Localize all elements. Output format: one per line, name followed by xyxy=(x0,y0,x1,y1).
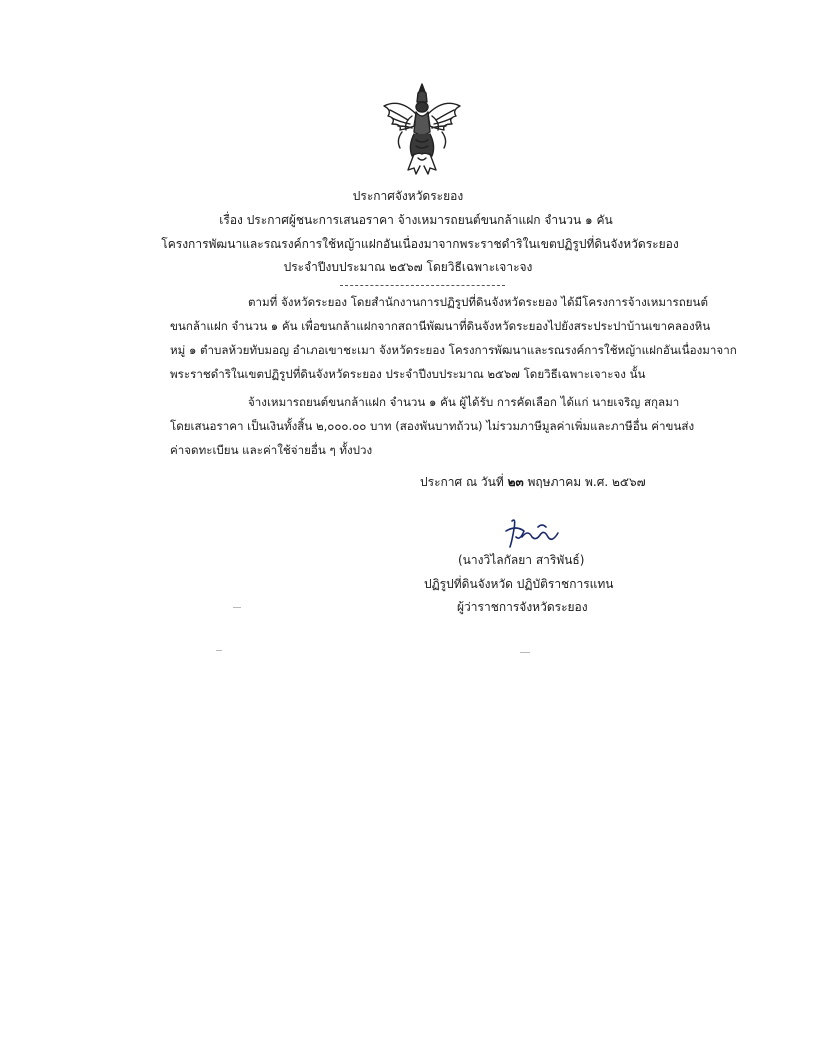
date-day: ๒๓ xyxy=(507,475,524,489)
announcement-title: ประกาศจังหวัดระยอง xyxy=(352,189,464,203)
paragraph-1-line-4: พระราชดำริในเขตปฏิรูปที่ดินจังหวัดระยอง ประจำปีงบประมาณ ๒๕๖๗ โดยวิธีเฉพาะเจาะจง นั้น xyxy=(170,367,646,381)
signatory-position-1: ปฏิรูปที่ดินจังหวัด ปฏิบัติราชการแทน xyxy=(424,577,614,591)
handwritten-signature xyxy=(502,515,564,549)
scan-speck xyxy=(520,652,530,653)
date-prefix: ประกาศ ณ วันที่ xyxy=(420,475,508,489)
paragraph-2-line-3: ค่าจดทะเบียน และค่าใช้จ่ายอื่น ๆ ทั้งปวง xyxy=(170,443,373,457)
signatory-position-2: ผู้ว่าราชการจังหวัดระยอง xyxy=(457,600,588,614)
scan-speck xyxy=(216,650,222,651)
paragraph-1-line-1: ตามที่ จังหวัดระยอง โดยสำนักงานการปฏิรูปที่ดินจังหวัดระยอง ได้มีโครงการจ้างเหมารถยนต์ xyxy=(248,295,709,309)
announcement-subject: เรื่อง ประกาศผู้ชนะการเสนอราคา จ้างเหมารถยนต์ขนกล้าแฝก จำนวน ๑ คัน xyxy=(219,213,613,227)
date-suffix: พฤษภาคม พ.ศ. ๒๕๖๗ xyxy=(523,475,646,489)
signatory-name: (นางวิไลกัลยา สาริพันธ์) xyxy=(458,553,585,567)
paragraph-1-line-2: ขนกล้าแฝก จำนวน ๑ คัน เพื่อขนกล้าแฝกจากสถานีพัฒนาที่ดินจังหวัดระยองไปยังสระประปาบ้านเขาคลองหิน xyxy=(170,319,711,333)
scan-speck xyxy=(233,607,241,608)
garuda-emblem-icon xyxy=(378,80,466,180)
paragraph-1-line-3: หมู่ ๑ ตำบลห้วยทับมอญ อำเภอเขาชะเมา จังหวัดระยอง โครงการพัฒนาและรณรงค์การใช้หญ้าแฝกอันเนื่องมาจาก xyxy=(170,343,737,357)
announcement-date xyxy=(420,474,646,490)
paragraph-2-line-2: โดยเสนอราคา เป็นเงินทั้งสิ้น ๒,๐๐๐.๐๐ บาท (สองพันบาทถ้วน) ไม่รวมภาษีมูลค่าเพิ่มและภาษีอื่น ค่าขนส่ง xyxy=(170,419,695,433)
project-name: โครงการพัฒนาและรณรงค์การใช้หญ้าแฝกอันเนื่องมาจากพระราชดำริในเขตปฏิรูปที่ดินจังหวัดระยอง xyxy=(161,237,679,251)
separator-line xyxy=(340,285,505,286)
fiscal-year-line: ประจำปีงบประมาณ ๒๕๖๗ โดยวิธีเฉพาะเจาะจง xyxy=(283,260,533,274)
paragraph-2-line-1: จ้างเหมารถยนต์ขนกล้าแฝก จำนวน ๑ คัน ผู้ได้รับ การคัดเลือก ได้แก่ นายเจริญ สกุลมา xyxy=(248,395,680,409)
